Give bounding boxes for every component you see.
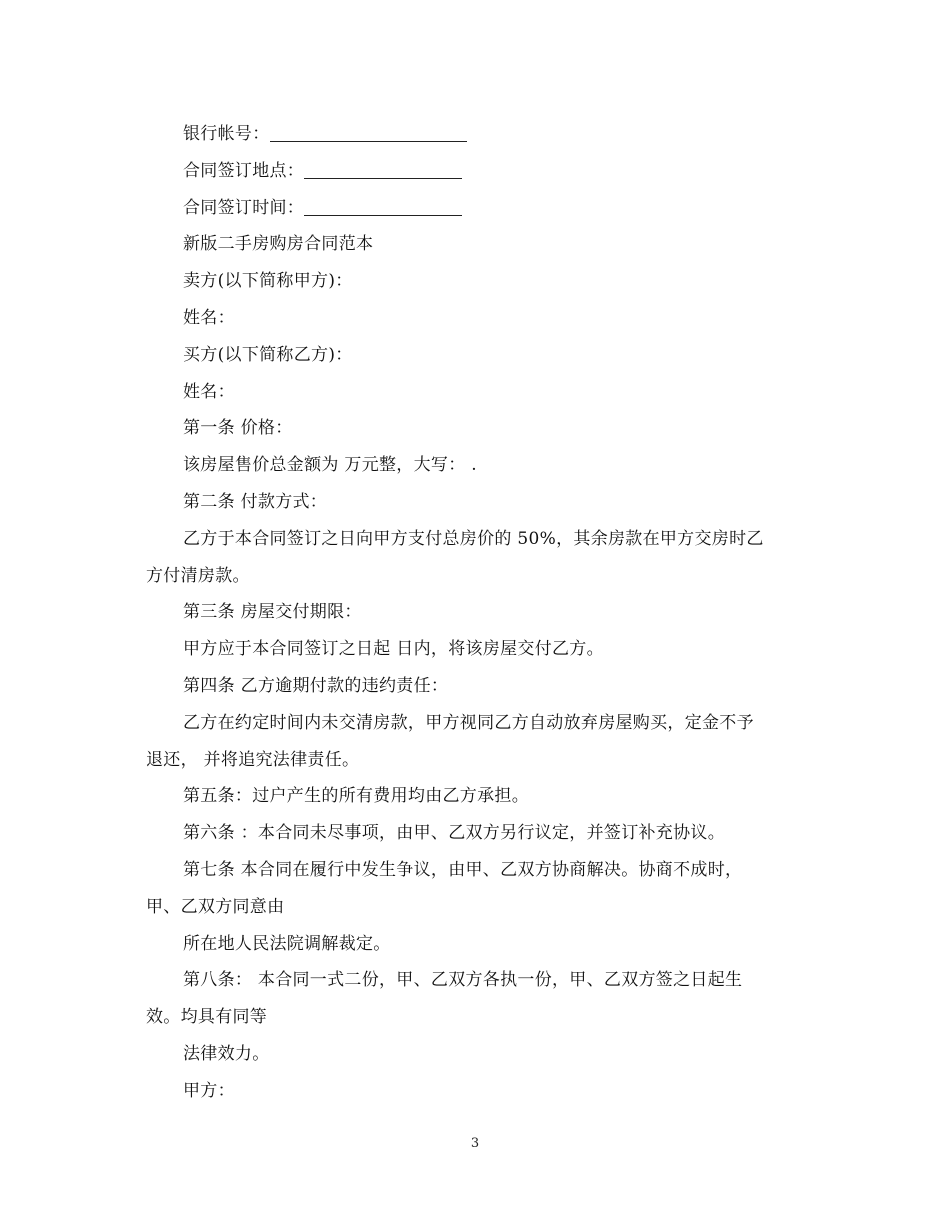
- buyer-name-label: 姓名：: [183, 381, 235, 402]
- article-4-text-line-2: 退还， 并将追究法律责任。: [146, 749, 360, 770]
- bank-account-field: [146, 116, 808, 153]
- party-a-label: 甲方：: [183, 1080, 235, 1101]
- article-8-line-2: 效。均具有同等: [146, 1007, 268, 1028]
- article-7-line-2: 甲、乙双方同意由: [146, 896, 285, 917]
- article-4-text-line-1: 乙方在约定时间内未交清房款，甲方视同乙方自动放弃房屋购买，定金不予: [183, 712, 754, 733]
- sign-place-label: 合同签订地点：: [183, 160, 305, 181]
- sign-place-field: [146, 153, 808, 190]
- article-8-line-1: 第八条： 本合同一式二份，甲、乙双方各执一份，甲、乙双方签之日起生: [183, 970, 743, 991]
- buyer-label: 买方(以下简称乙方)：: [183, 344, 353, 365]
- contract-title: 新版二手房购房合同范本: [183, 234, 374, 255]
- bank-account-blank[interactable]: [270, 121, 467, 142]
- article-2-text-line-2: 方付清房款。: [146, 565, 250, 586]
- article-4-heading: 第四条 乙方逾期付款的违约责任：: [183, 675, 449, 696]
- seller-name-label: 姓名：: [183, 307, 235, 328]
- sign-time-blank[interactable]: [304, 195, 462, 216]
- article-2-text-line-1: 乙方于本合同签订之日向甲方支付总房价的 50%，其余房款在甲方交房时乙: [183, 528, 764, 549]
- seller-label: 卖方(以下简称甲方)：: [183, 271, 353, 292]
- bank-account-label: 银行帐号：: [183, 124, 270, 144]
- document-body: [146, 116, 808, 1110]
- article-7-line-3: 所在地人民法院调解裁定。: [183, 933, 391, 954]
- article-1-text: 该房屋售价总金额为 万元整，大写： .: [183, 455, 477, 476]
- article-5: 第五条：过户产生的所有费用均由乙方承担。: [183, 786, 529, 807]
- article-8-line-3: 法律效力。: [183, 1043, 270, 1064]
- article-2-heading: 第二条 付款方式：: [183, 491, 328, 512]
- article-6: 第六条 ：本合同未尽事项，由甲、乙双方另行议定，并签订补充协议。: [183, 823, 726, 844]
- page-number: 3: [470, 1136, 480, 1151]
- sign-place-blank[interactable]: [304, 158, 462, 179]
- article-3-text: 甲方应于本合同签订之日起 日内，将该房屋交付乙方。: [183, 639, 604, 660]
- article-7-line-1: 第七条 本合同在履行中发生争议，由甲、乙双方协商解决。协商不成时，: [183, 859, 743, 880]
- article-3-heading: 第三条 房屋交付期限：: [183, 602, 362, 623]
- sign-time-field: [146, 190, 808, 227]
- sign-time-label: 合同签订时间：: [183, 197, 305, 218]
- article-1-heading: 第一条 价格：: [183, 418, 293, 439]
